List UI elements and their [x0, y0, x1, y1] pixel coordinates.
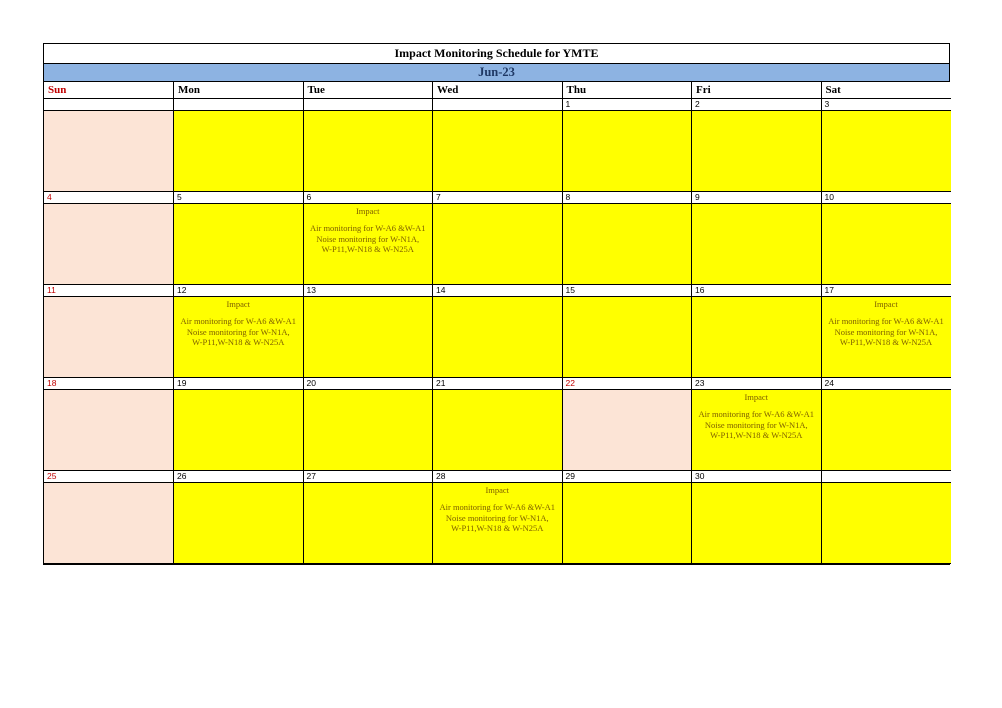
day-cell[interactable] — [303, 192, 433, 285]
day-number: 30 — [692, 471, 821, 483]
event-description: Air monitoring for W-A6 &W-A1 Noise monitoring for W-N1A, W-P11,W-N18 & W-N25A — [439, 502, 556, 533]
day-cell[interactable] — [433, 471, 563, 564]
day-number: 5 — [174, 192, 303, 204]
day-number: 1 — [563, 99, 692, 111]
week-row — [44, 285, 951, 378]
day-header-sun: Sun — [44, 82, 174, 99]
month-label: Jun-23 — [44, 64, 949, 82]
week-row — [44, 471, 951, 564]
event-description: Air monitoring for W-A6 &W-A1 Noise monitoring for W-N1A, W-P11,W-N18 & W-N25A — [309, 223, 426, 254]
day-cell[interactable] — [562, 378, 692, 471]
day-body — [44, 297, 173, 377]
day-body — [433, 111, 562, 191]
day-cell[interactable] — [44, 285, 174, 378]
day-number: 11 — [44, 285, 173, 297]
day-number — [174, 99, 303, 111]
day-body — [692, 204, 821, 284]
day-body — [692, 483, 821, 563]
day-number — [304, 99, 433, 111]
day-body — [174, 390, 303, 470]
day-body — [433, 297, 562, 377]
day-number: 26 — [174, 471, 303, 483]
day-number: 4 — [44, 192, 173, 204]
day-number: 15 — [563, 285, 692, 297]
day-body — [174, 204, 303, 284]
day-number — [822, 471, 951, 483]
day-body — [44, 390, 173, 470]
day-body — [44, 483, 173, 563]
day-number: 17 — [822, 285, 951, 297]
day-body — [692, 297, 821, 377]
day-cell[interactable] — [174, 99, 304, 192]
day-cell[interactable] — [174, 471, 304, 564]
day-cell[interactable] — [44, 378, 174, 471]
day-body — [822, 297, 951, 377]
day-number: 21 — [433, 378, 562, 390]
day-cell[interactable] — [433, 378, 563, 471]
day-number — [44, 99, 173, 111]
event-title: Impact — [226, 299, 251, 309]
day-number: 23 — [692, 378, 821, 390]
day-body — [563, 111, 692, 191]
day-cell[interactable] — [692, 378, 822, 471]
day-cell[interactable] — [821, 192, 951, 285]
event-title: Impact — [355, 206, 380, 216]
event-title: Impact — [485, 485, 510, 495]
day-number: 13 — [304, 285, 433, 297]
day-number: 8 — [563, 192, 692, 204]
day-body — [44, 111, 173, 191]
event-description: Air monitoring for W-A6 &W-A1 Noise monitoring for W-N1A, W-P11,W-N18 & W-N25A — [828, 316, 944, 347]
day-body — [563, 204, 692, 284]
day-number: 22 — [563, 378, 692, 390]
day-header-wed: Wed — [433, 82, 563, 99]
day-number: 20 — [304, 378, 433, 390]
day-body — [563, 297, 692, 377]
week-row — [44, 99, 951, 192]
calendar-grid — [44, 82, 951, 564]
day-cell[interactable] — [821, 285, 951, 378]
day-body — [304, 204, 433, 284]
day-body — [304, 297, 433, 377]
week-row — [44, 378, 951, 471]
day-number: 27 — [304, 471, 433, 483]
day-number: 10 — [822, 192, 951, 204]
day-header-thu: Thu — [562, 82, 692, 99]
event-description: Air monitoring for W-A6 &W-A1 Noise monitoring for W-N1A, W-P11,W-N18 & W-N25A — [180, 316, 297, 347]
day-body — [822, 483, 951, 563]
day-cell[interactable] — [44, 99, 174, 192]
day-cell[interactable] — [562, 99, 692, 192]
day-cell[interactable] — [303, 471, 433, 564]
day-cell[interactable] — [174, 192, 304, 285]
day-header-mon: Mon — [174, 82, 304, 99]
day-body — [433, 483, 562, 563]
day-body — [44, 204, 173, 284]
day-body — [174, 483, 303, 563]
day-cell[interactable] — [303, 285, 433, 378]
day-number: 16 — [692, 285, 821, 297]
day-cell[interactable] — [44, 471, 174, 564]
day-body — [822, 204, 951, 284]
day-cell[interactable] — [692, 285, 822, 378]
day-cell[interactable] — [433, 285, 563, 378]
day-cell[interactable] — [562, 471, 692, 564]
day-body — [563, 483, 692, 563]
day-cell[interactable] — [692, 471, 822, 564]
day-number: 12 — [174, 285, 303, 297]
day-number — [433, 99, 562, 111]
day-cell[interactable] — [821, 378, 951, 471]
day-cell[interactable] — [303, 378, 433, 471]
day-number: 7 — [433, 192, 562, 204]
day-header-sat: Sat — [821, 82, 951, 99]
day-number: 3 — [822, 99, 951, 111]
day-number: 28 — [433, 471, 562, 483]
day-cell[interactable] — [44, 192, 174, 285]
day-body — [692, 390, 821, 470]
day-cell[interactable] — [821, 99, 951, 192]
day-body — [174, 111, 303, 191]
day-number: 25 — [44, 471, 173, 483]
day-cell[interactable] — [303, 99, 433, 192]
day-body — [433, 204, 562, 284]
day-cell[interactable] — [433, 192, 563, 285]
day-body — [304, 390, 433, 470]
day-cell[interactable] — [562, 285, 692, 378]
day-number: 14 — [433, 285, 562, 297]
week-row — [44, 192, 951, 285]
page-title: Impact Monitoring Schedule for YMTE — [44, 44, 949, 64]
day-cell[interactable] — [174, 378, 304, 471]
event-title: Impact — [874, 299, 898, 309]
day-body — [822, 111, 951, 191]
day-number: 29 — [563, 471, 692, 483]
day-body — [563, 390, 692, 470]
day-number: 24 — [822, 378, 951, 390]
day-body — [692, 111, 821, 191]
day-header-row — [44, 82, 951, 99]
day-header-tue: Tue — [303, 82, 433, 99]
day-body — [304, 483, 433, 563]
day-cell[interactable] — [562, 192, 692, 285]
day-cell[interactable] — [692, 99, 822, 192]
day-body — [433, 390, 562, 470]
day-body — [304, 111, 433, 191]
day-number: 19 — [174, 378, 303, 390]
day-cell[interactable] — [174, 285, 304, 378]
event-description: Air monitoring for W-A6 &W-A1 Noise monitoring for W-N1A, W-P11,W-N18 & W-N25A — [698, 409, 815, 440]
day-cell[interactable] — [692, 192, 822, 285]
day-body — [822, 390, 951, 470]
day-number: 18 — [44, 378, 173, 390]
calendar-sheet — [43, 43, 950, 565]
day-cell[interactable] — [433, 99, 563, 192]
day-cell[interactable] — [821, 471, 951, 564]
day-number: 6 — [304, 192, 433, 204]
day-body — [174, 297, 303, 377]
event-title: Impact — [744, 392, 769, 402]
day-header-fri: Fri — [692, 82, 822, 99]
day-number: 9 — [692, 192, 821, 204]
day-number: 2 — [692, 99, 821, 111]
